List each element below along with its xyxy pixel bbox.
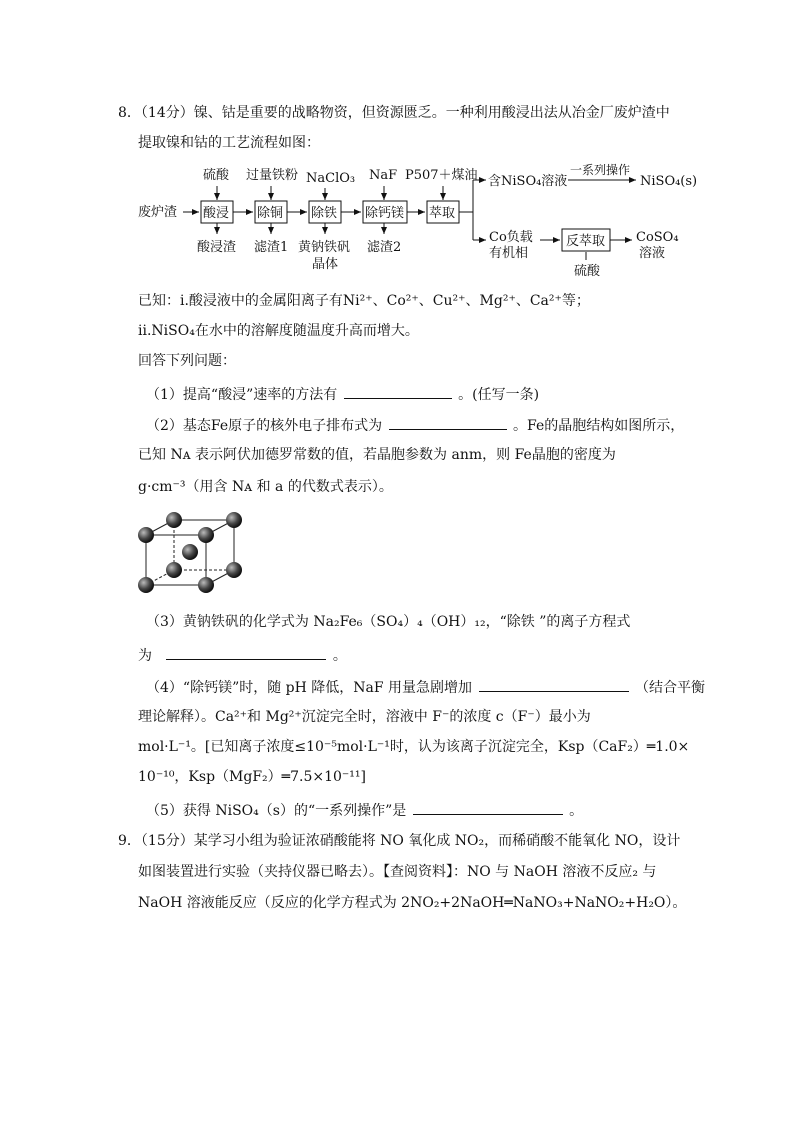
box-remove-iron-label: 除铁 (311, 206, 338, 221)
box-remove-ca-mg-label: 除钙镁 (365, 206, 405, 221)
part-3-answer-blank[interactable] (166, 645, 326, 660)
atom-front-top-right (198, 527, 214, 543)
part-1 (146, 384, 539, 404)
box-remove-copper-label: 除铜 (257, 206, 284, 221)
lower-branch-organic: 有机相 (489, 246, 529, 261)
part-3-prefix: 为 (138, 648, 152, 664)
atom-back-bottom-left (166, 562, 182, 578)
output-residue-1: 滤渣1 (254, 240, 289, 255)
q9-line3: NaOH 溶液能反应（反应的化学方程式为 2NO₂+2NaOH═NaNO₃+NaNO₂+H₂O）。 (138, 895, 687, 911)
reagent-naf: NaF (369, 168, 398, 183)
part-2-line3: g·cm⁻³（用含 Nᴀ 和 a 的代数式表示）。 (138, 479, 393, 495)
upper-branch-solution: 含NiSO₄溶液 (488, 174, 568, 189)
part-3-line2 (138, 645, 347, 665)
output-acid-residue: 酸浸渣 (197, 240, 237, 255)
known-info-2: ii.NiSO₄在水中的溶解度随温度升高而增大。 (138, 323, 419, 339)
part-2-answer-blank[interactable] (389, 415, 507, 430)
box-acid-leach-label: 酸浸 (203, 206, 230, 221)
flow-start-waste-slag: 废炉渣 (138, 205, 178, 220)
process-flow-diagram (0, 160, 794, 280)
part-4-tail: （结合平衡 (634, 680, 705, 696)
part-5-text: （5）获得 NiSO₄（s）的“一系列操作”是 (146, 803, 407, 819)
q8-line2: 提取镍和钴的工艺流程如图： (138, 135, 320, 151)
lower-branch-product-2: 溶液 (639, 246, 666, 261)
atom-back-top-left (166, 512, 182, 528)
part-4-line4: 10⁻¹⁰，Ksp（MgF₂）═7.5×10⁻¹¹] (138, 769, 366, 785)
q8-line1: 8．（14分）镍、钴是重要的战略物资，但资源匮乏。一种利用酸浸出法从冶金厂废炉渣中 (118, 105, 670, 121)
part-1-tail: 。(任写一条) (458, 387, 540, 403)
part-2 (146, 415, 684, 435)
q9-line1: 9．（15分）某学习小组为验证浓硝酸能将 NO 氧化成 NO₂，而稀硝酸不能氧化 NO，设计 (118, 833, 681, 849)
part-2-text: （2）基态Fe原子的核外电子排布式为 (146, 418, 383, 434)
part-5-answer-blank[interactable] (413, 800, 563, 815)
reagent-naclo3: NaClO₃ (306, 171, 356, 186)
reagent-p507: P507＋煤油 (405, 168, 478, 183)
upper-branch-operation: 一系列操作 (570, 163, 631, 177)
lower-branch-reagent: 硫酸 (574, 264, 601, 279)
fe-unit-cell-figure (134, 508, 254, 598)
part-3-tail: 。 (332, 648, 347, 664)
reagent-iron-powder: 过量铁粉 (246, 168, 299, 183)
part-4-answer-blank[interactable] (479, 677, 629, 692)
part-4-line2: 理论解释）。Ca²⁺和 Mg²⁺沉淀完全时，溶液中 F⁻的浓度 c（F⁻）最小为 (138, 709, 591, 725)
output-jarosite: 黄钠铁矾 (298, 240, 351, 255)
box-back-extraction-label: 反萃取 (566, 234, 606, 249)
part-4-text: （4）“除钙镁”时，随 pH 降低，NaF 用量急剧增加 (146, 680, 473, 696)
known-info-1: 已知：i.酸浸液中的金属阳离子有Ni²⁺、Co²⁺、Cu²⁺、Mg²⁺、Ca²⁺等； (138, 293, 590, 309)
atom-back-bottom-right (226, 562, 242, 578)
output-crystal: 晶体 (312, 257, 339, 272)
part-4-line3: mol·L⁻¹。[已知离子浓度≤10⁻⁵mol·L⁻¹时，认为该离子沉淀完全，Ksp（CaF₂）═1.0× (138, 739, 690, 755)
atom-front-bottom-right (198, 577, 214, 593)
q9-line2: 如图装置进行实验（夹持仪器已略去）。【查阅资料】：NO 与 NaOH 溶液不反应₂ 与 (138, 864, 657, 880)
atom-front-bottom-left (138, 577, 154, 593)
upper-branch-product: NiSO₄(s) (640, 174, 698, 189)
lower-branch-product-1: CoSO₄ (636, 230, 679, 245)
output-residue-2: 滤渣2 (367, 240, 402, 255)
lower-branch-loaded: Co负载 (489, 230, 533, 245)
part-1-answer-blank[interactable] (344, 384, 452, 399)
part-5-tail: 。 (569, 803, 584, 819)
part-1-text: （1）提高“酸浸”速率的方法有 (146, 387, 338, 403)
part-2-line2: 已知 Nᴀ 表示阿伏加德罗常数的值，若晶胞参数为 anm，则 Fe晶胞的密度为 (138, 447, 616, 463)
part-5 (146, 800, 583, 820)
atom-front-top-left (138, 527, 154, 543)
reagent-sulfuric-acid: 硫酸 (203, 168, 230, 183)
atom-body-center (182, 544, 198, 560)
atom-back-top-right (226, 512, 242, 528)
answer-prompt: 回答下列问题： (138, 353, 236, 369)
part-2-tail: 。Fe的晶胞结构如图所示， (513, 418, 685, 434)
part-3-line1: （3）黄钠铁矾的化学式为 Na₂Fe₆（SO₄）₄（OH）₁₂，“除铁 ”的离子方程式 (146, 614, 631, 630)
part-4-line1 (146, 677, 705, 697)
box-extraction-label: 萃取 (429, 206, 456, 221)
